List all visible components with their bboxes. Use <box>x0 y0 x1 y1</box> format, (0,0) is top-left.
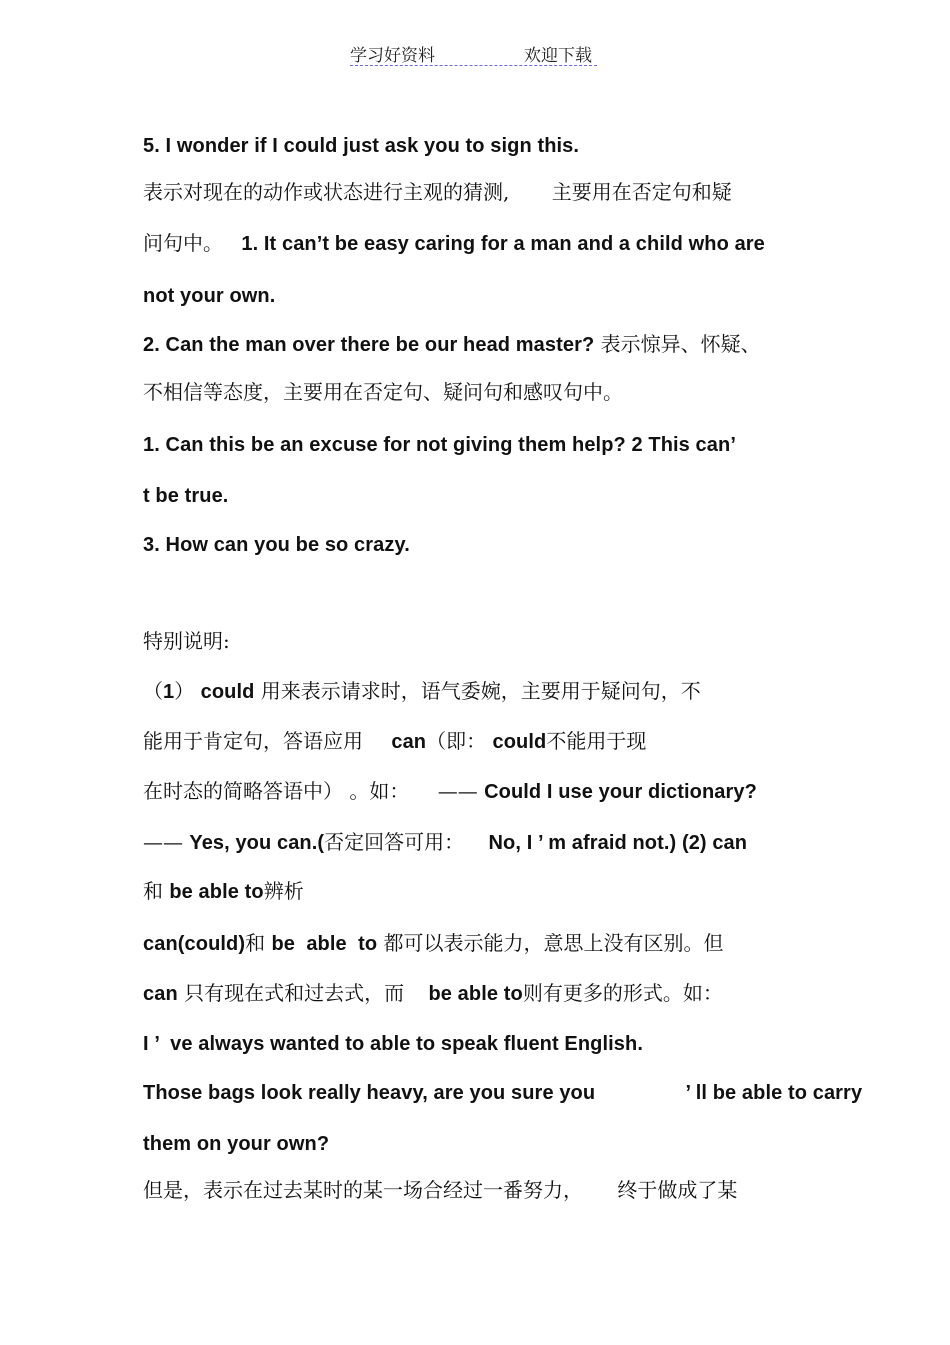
chinese-text: 特别说明: <box>143 629 230 653</box>
english-sentence: 1. Can this be an excuse for not giving them help? 2 This can’ <box>143 434 736 456</box>
page-header <box>350 41 597 66</box>
dash: —— <box>437 779 478 803</box>
english-sentence: 2. Can the man over there be our head master? <box>143 334 595 356</box>
text-line <box>143 532 410 558</box>
english-sentence: I ’ ve always wanted to able to speak fluent English. <box>143 1033 643 1055</box>
english-sentence: Could I use your dictionary? <box>484 781 757 803</box>
text-line <box>143 981 723 1007</box>
text-line <box>143 432 736 458</box>
english-sentence: not your own. <box>143 285 276 307</box>
text-line <box>143 779 757 805</box>
english-term: be able to <box>428 983 523 1005</box>
chinese-text: 能用于肯定句，答语应用 <box>143 729 363 753</box>
text-line <box>143 483 228 509</box>
chinese-text: 辨析 <box>263 879 304 903</box>
text-line <box>143 830 747 856</box>
header-right-text: 欢迎下载 <box>524 46 592 66</box>
section-heading <box>143 629 230 655</box>
text-line <box>143 729 646 755</box>
chinese-text: 和 <box>143 879 163 903</box>
english-sentence: No, I ’ m afraid not.) (2) can <box>488 832 748 854</box>
chinese-text: （ <box>143 679 163 703</box>
chinese-text: 和 <box>245 931 266 955</box>
chinese-text: 不能用于现 <box>546 729 647 753</box>
chinese-text: 终于做成了某 <box>617 1178 738 1202</box>
english-term: can <box>391 731 427 753</box>
text-line <box>143 133 579 159</box>
text-line <box>143 931 724 957</box>
text-line <box>143 879 304 905</box>
chinese-text: 但是，表示在过去某时的某一场合经过一番努力， <box>143 1178 583 1202</box>
chinese-text: 问句中。 <box>143 231 223 255</box>
chinese-text: 不相信等态度，主要用在否定句、疑问句和感叹句中。 <box>143 380 623 404</box>
english-term: be able to <box>169 881 264 903</box>
chinese-text: ） <box>174 679 195 703</box>
chinese-text: 表示惊异、怀疑、 <box>600 332 761 356</box>
english-sentence: them on your own? <box>143 1133 330 1155</box>
chinese-text: 。如： <box>349 779 410 803</box>
chinese-text: 主要用在否定句和疑 <box>551 180 732 204</box>
chinese-text: 表示对现在的动作或状态进行主观的猜测, <box>143 180 510 204</box>
english-term: could <box>492 731 547 753</box>
english-sentence: 5. I wonder if I could just ask you to sign this. <box>143 135 580 157</box>
chinese-text: 只有现在式和过去式，而 <box>184 981 405 1005</box>
text-line <box>143 180 732 206</box>
chinese-text: 则有更多的形式。如： <box>522 981 723 1005</box>
english-term: be able to <box>271 933 378 955</box>
chinese-text: 用来表示请求时，语气委婉，主要用于疑问句，不 <box>260 679 701 703</box>
english-term: can(could) <box>143 933 246 955</box>
text-line <box>143 1178 737 1204</box>
text-line <box>143 332 761 358</box>
text-line <box>143 1031 643 1057</box>
list-number: 1 <box>163 681 175 703</box>
chinese-text: 都可以表示能力，意思上没有区别。但 <box>383 931 724 955</box>
english-sentence: ’ ll be able to carry <box>685 1082 863 1104</box>
text-line <box>143 679 701 705</box>
chinese-text: （即： <box>426 729 487 753</box>
text-line <box>143 1131 329 1157</box>
text-line <box>143 283 275 309</box>
english-term: could <box>200 681 255 703</box>
text-line <box>143 231 765 257</box>
english-sentence: 1. It can’t be easy caring for a man and a child who are <box>241 233 765 255</box>
chinese-text: 在时态的简略答语中） <box>143 779 343 803</box>
chinese-text: 否定回答可用： <box>324 830 465 854</box>
english-sentence: t be true. <box>143 485 229 507</box>
english-sentence: Yes, you can.( <box>189 832 325 854</box>
header-left-text: 学习好资料 <box>350 46 435 66</box>
english-term: can <box>143 983 178 1005</box>
english-sentence: Those bags look really heavy, are you sure you <box>143 1082 596 1104</box>
dash: —— <box>143 830 183 854</box>
text-line <box>143 380 623 406</box>
text-line <box>143 1080 862 1106</box>
english-sentence: 3. How can you be so crazy. <box>143 534 410 556</box>
